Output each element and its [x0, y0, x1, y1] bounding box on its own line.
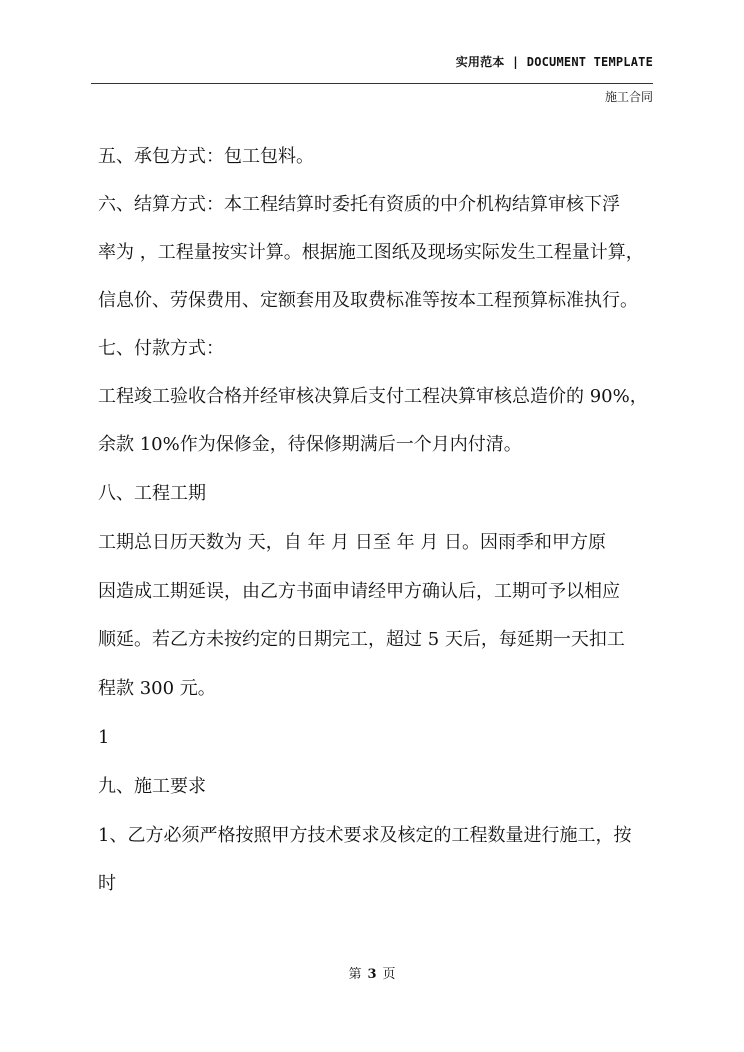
- body-line-9: 工期总日历天数为 天，自 年 月 日至 年 月 日。因雨季和甲方原: [98, 532, 607, 553]
- body-line-13: 1: [98, 727, 110, 748]
- body-line-1: 五、承包方式：包工包料。: [98, 146, 314, 167]
- body-line-10: 因造成工期延误，由乙方书面申请经甲方确认后，工期可予以相应: [98, 581, 620, 602]
- body-line-12: 程款 300 元。: [98, 678, 216, 699]
- footer-prefix: 第: [348, 967, 362, 982]
- body-line-6: 工程竣工验收合格并经审核决算后支付工程决算审核总造价的 90%，: [98, 386, 648, 407]
- body-line-7: 余款 10%作为保修金，待保修期满后一个月内付清。: [98, 434, 522, 455]
- page-footer: [0, 963, 744, 982]
- body-line-2: 六、结算方式：本工程结算时委托有资质的中介机构结算审核下浮: [98, 194, 620, 215]
- document-header-title: 实用范本 | DOCUMENT TEMPLATE: [455, 55, 653, 69]
- body-line-4: 信息价、劳保费用、定额套用及取费标准等按本工程预算标准执行。: [98, 290, 638, 311]
- body-line-15: 1、乙方必须严格按照甲方技术要求及核定的工程数量进行施工，按: [98, 825, 632, 846]
- body-line-16: 时: [98, 873, 116, 894]
- document-header-subtitle: 施工合同: [604, 90, 653, 104]
- body-line-5: 七、付款方式：: [98, 338, 224, 359]
- body-line-14: 九、施工要求: [98, 776, 206, 797]
- body-line-3: 率为 ，工程量按实计算。根据施工图纸及现场实际发生工程量计算，: [98, 242, 644, 263]
- header-divider: [91, 83, 653, 84]
- page-number: 3: [367, 967, 377, 982]
- body-line-8: 八、工程工期: [98, 483, 206, 504]
- footer-suffix: 页: [382, 967, 396, 982]
- body-line-11: 顺延。若乙方未按约定的日期完工，超过 5 天后，每延期一天扣工: [98, 629, 625, 650]
